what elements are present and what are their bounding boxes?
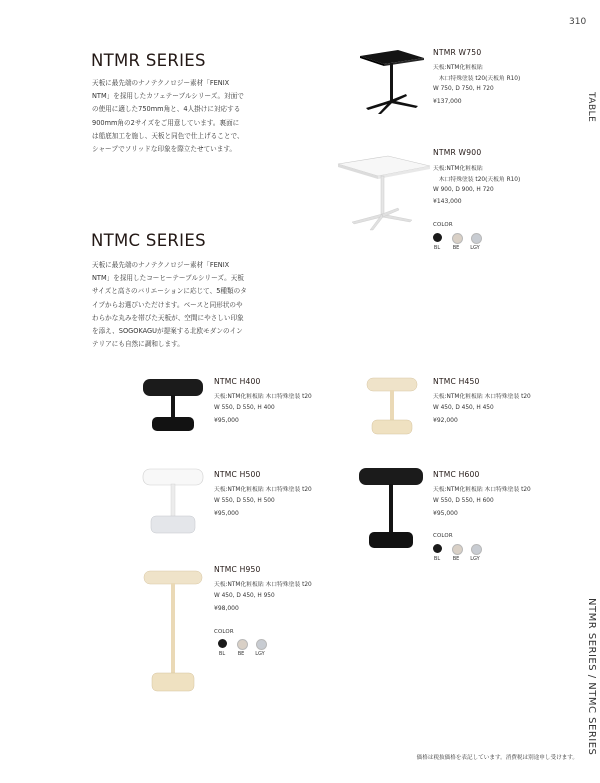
ntmc-h500-table-image [140,466,206,538]
ntmc-h400-spec: 天板:NTM化粧板貼 木口特殊塗装 t20 W 550, D 550, H 400 [214,394,312,411]
color-code-be: BE [452,556,460,562]
color-code-bl: BL [218,651,226,657]
ntmc-h600-price: ¥95,000 [433,510,458,517]
ntmc-h400-name: NTMC H400 [214,377,261,386]
color-code-lgy: LGY [470,556,480,562]
color-swatch-bl [433,544,442,553]
ntmc-color-label-left: COLOR [214,629,234,635]
ntmc-h400-price: ¥95,000 [214,417,239,424]
ntmc-h450-spec: 天板:NTM化粧板貼 木口特殊塗装 t20 W 450, D 450, H 450 [433,394,531,411]
ntmc-h500-price: ¥95,000 [214,510,239,517]
ntmr-color-swatches [433,233,493,257]
ntmc-color-swatches-left [218,639,278,663]
ntmr-w900-price: ¥143,000 [433,198,462,205]
ntmc-color-swatches-right [433,544,493,568]
ntmr-w750-name: NTMR W750 [433,48,482,57]
ntmc-h600-spec: 天板:NTM化粧板貼 木口特殊塗装 t20 W 550, D 550, H 600 [433,487,531,504]
color-swatch-bl [433,233,442,242]
ntmc-h950-spec: 天板:NTM化粧板貼 木口特殊塗装 t20 W 450, D 450, H 950 [214,582,312,599]
ntmr-w750-spec: 天板:NTM化粧板貼 木口特殊塗装 t20(天板角 R10) W 750, D 750, H 720 [433,65,521,92]
ntmr-w900-spec: 天板:NTM化粧板貼 木口特殊塗装 t20(天板角 R10) W 900, D 900, H 720 [433,166,521,193]
color-code-bl: BL [433,245,441,251]
ntmc-h450-table-image [362,375,422,437]
color-swatch-lgy [471,233,482,244]
ntmc-h950-name: NTMC H950 [214,565,261,574]
color-swatch-be [452,233,463,244]
ntmr-series-title: NTMR SERIES [91,51,206,70]
color-code-be: BE [237,651,245,657]
ntmc-series-title: NTMC SERIES [91,231,206,250]
ntmc-h400-table-image [140,375,206,435]
color-swatch-lgy [256,639,267,650]
ntmc-h950-price: ¥98,000 [214,605,239,612]
ntmc-h450-price: ¥92,000 [433,417,458,424]
ntmr-series-description: 天板に最先端のナノテクノロジー素材「FENIX NTM」を採用したカフェテーブルシリーズ。対面で の使用に適した750mm角と、4人掛けに対応する 900mm角の2サイズをご用意しています。裏面に は船底加工を施し、天板と同色で仕上げることで、 シャープでソリッドな印象を際立たせています。 [92,79,244,154]
color-swatch-be [237,639,248,650]
color-code-lgy: LGY [255,651,265,657]
ntmc-h950-table-image [140,567,206,697]
color-code-lgy: LGY [470,245,480,251]
ntmr-w900-name: NTMR W900 [433,148,482,157]
color-swatch-lgy [471,544,482,555]
price-note: 価格は税抜価格を表記しています。消費税は別途申し受けます。 [416,755,578,761]
side-tab-category: TABLE [586,92,596,123]
ntmc-h500-name: NTMC H500 [214,470,261,479]
ntmc-h600-name: NTMC H600 [433,470,480,479]
side-tab-series: NTMR SERIES / NTMC SERIES [586,598,597,756]
ntmr-w750-table-image [352,46,428,118]
ntmc-series-description: 天板に最先端のナノテクノロジー素材「FENIX NTM」を採用したコーヒーテーブルシリーズ。天板 サイズと高さのバリエーションに応じて、5種類のタ イプからお選びいただけます。ベースと同形状のや わらかな丸みを帯びた天板が、空間にやさしい印象 を添え、SOGOKAGUが提案する北欧モダンのイン テリアにも自然に調和します。 [92,261,247,349]
ntmc-color-label-right: COLOR [433,533,453,539]
color-swatch-bl [218,639,227,648]
ntmr-w750-price: ¥137,000 [433,98,462,105]
color-swatch-be [452,544,463,555]
ntmc-h600-table-image [356,464,426,554]
color-code-be: BE [452,245,460,251]
page-number: 310 [569,17,587,27]
ntmc-h500-spec: 天板:NTM化粧板貼 木口特殊塗装 t20 W 550, D 550, H 500 [214,487,312,504]
ntmc-h450-name: NTMC H450 [433,377,480,386]
ntmr-w900-table-image [334,152,432,234]
ntmr-color-label: COLOR [433,222,453,228]
color-code-bl: BL [433,556,441,562]
